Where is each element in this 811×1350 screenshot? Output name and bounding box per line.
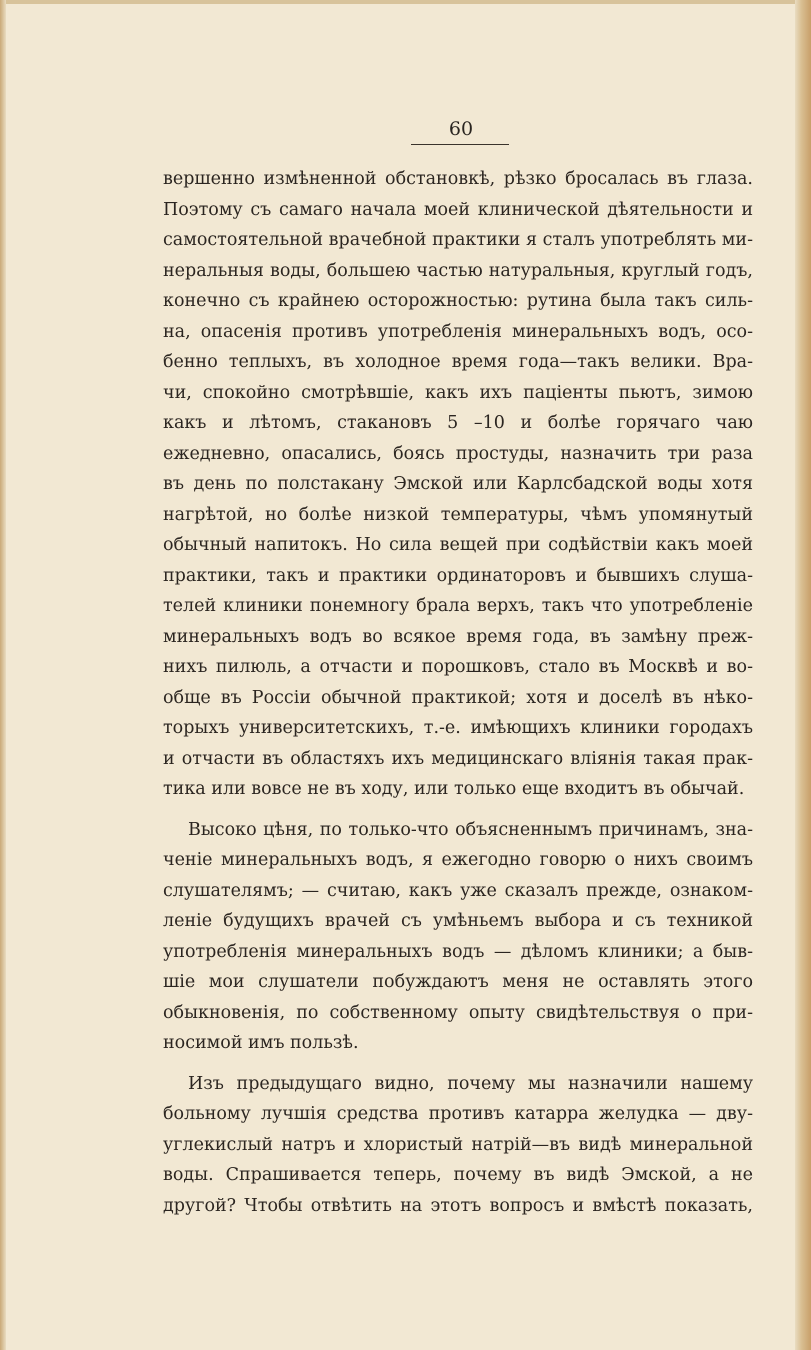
text-line: конечно съ крайнею осторожностью: рутина была такъ силь- — [163, 291, 753, 311]
text-line: нихъ пилюль, а отчасти и порошковъ, стало въ Москвѣ и во- — [163, 657, 753, 677]
text-line: больному лучшія средства противъ катарра желудка — дву- — [163, 1104, 753, 1124]
text-line: употребленія минеральныхъ водъ — дѣломъ клиники; а быв- — [163, 941, 753, 962]
text-line: ченіе минеральныхъ водъ, я ежегодно говорю о нихъ своимъ — [163, 850, 753, 870]
text-line: самостоятельной врачебной практики я сталъ употреблять ми- — [163, 230, 753, 250]
text-line: Высоко цѣня, по только-что объясненнымъ причинамъ, зна- — [188, 819, 753, 840]
paragraph-gap — [163, 805, 753, 815]
text-line: минеральныхъ водъ во всякое время года, въ замѣну преж- — [163, 626, 753, 647]
text-line: Поэтому съ самаго начала моей клинической дѣятельности и — [163, 199, 753, 220]
text-line: углекислый натръ и хлористый натрій—въ видѣ минеральной — [163, 1134, 753, 1155]
text-line: обыкновенія, по собственному опыту свидѣтельствуя о при- — [163, 1002, 753, 1023]
text-line: бенно теплыхъ, въ холодное время года—такъ велики. Вра- — [163, 352, 753, 372]
text-line: шіе мои слушатели побуждаютъ меня не оставлять этого — [163, 972, 753, 992]
text-line: носимой имъ пользѣ. — [163, 1033, 359, 1053]
text-line: на, опасенія противъ употребленія минеральныхъ водъ, осо- — [163, 321, 753, 342]
text-line: Изъ предыдущаго видно, почему мы назначили нашему — [188, 1073, 753, 1094]
text-line: слушателямъ; — считаю, какъ уже сказалъ прежде, ознаком- — [163, 880, 753, 901]
text-line: ежедневно, опасались, боясь простуды, назначить три раза — [163, 443, 753, 464]
text-line: воды. Спрашивается теперь, почему въ видѣ Эмской, а не — [163, 1165, 753, 1185]
page-edge-top — [0, 0, 811, 4]
text-line: чи, спокойно смотрѣвшіе, какъ ихъ паціенты пьютъ, зимою — [163, 382, 753, 403]
text-line: въ день по полстакану Эмской или Карлсбадской воды хотя — [163, 474, 753, 494]
text-line: неральныя воды, большею частью натуральныя, круглый годъ, — [163, 260, 753, 281]
page-number: 60 — [448, 118, 474, 140]
text-line: какъ и лѣтомъ, стакановъ 5 –10 и болѣе горячаго чаю — [163, 413, 753, 433]
text-line: обще въ Россіи обычной практикой; хотя и доселѣ въ нѣко- — [163, 687, 753, 708]
text-line: нагрѣтой, но болѣе низкой температуры, чѣмъ упомянутый — [163, 504, 753, 525]
page-number-rule — [411, 144, 509, 145]
text-line: практики, такъ и практики ординаторовъ и бывшихъ слуша- — [163, 565, 753, 586]
text-line: и отчасти въ областяхъ ихъ медицинскаго вліянія такая прак- — [163, 748, 753, 769]
text-line: обычный напитокъ. Но сила вещей при содѣйствіи какъ моей — [163, 535, 753, 555]
body-text — [163, 164, 753, 1221]
text-line: тика или вовсе не въ ходу, или только еще входитъ въ обычай. — [163, 779, 745, 799]
text-line: вершенно измѣненной обстановкѣ, рѣзко бросалась въ глаза. — [163, 169, 753, 189]
text-line: телей клиники понемногу брала верхъ, такъ что употребленіе — [163, 596, 753, 616]
text-line: леніе будущихъ врачей съ умѣньемъ выбора и съ техникой — [163, 911, 753, 931]
page-edge-right — [795, 0, 811, 1350]
page-edge-left — [0, 0, 6, 1350]
text-line: торыхъ университетскихъ, т.-е. имѣющихъ клиники городахъ — [163, 718, 753, 738]
text-line: другой? Чтобы отвѣтить на этотъ вопросъ и вмѣстѣ показать, — [163, 1195, 753, 1216]
paragraph-gap — [163, 1059, 753, 1069]
